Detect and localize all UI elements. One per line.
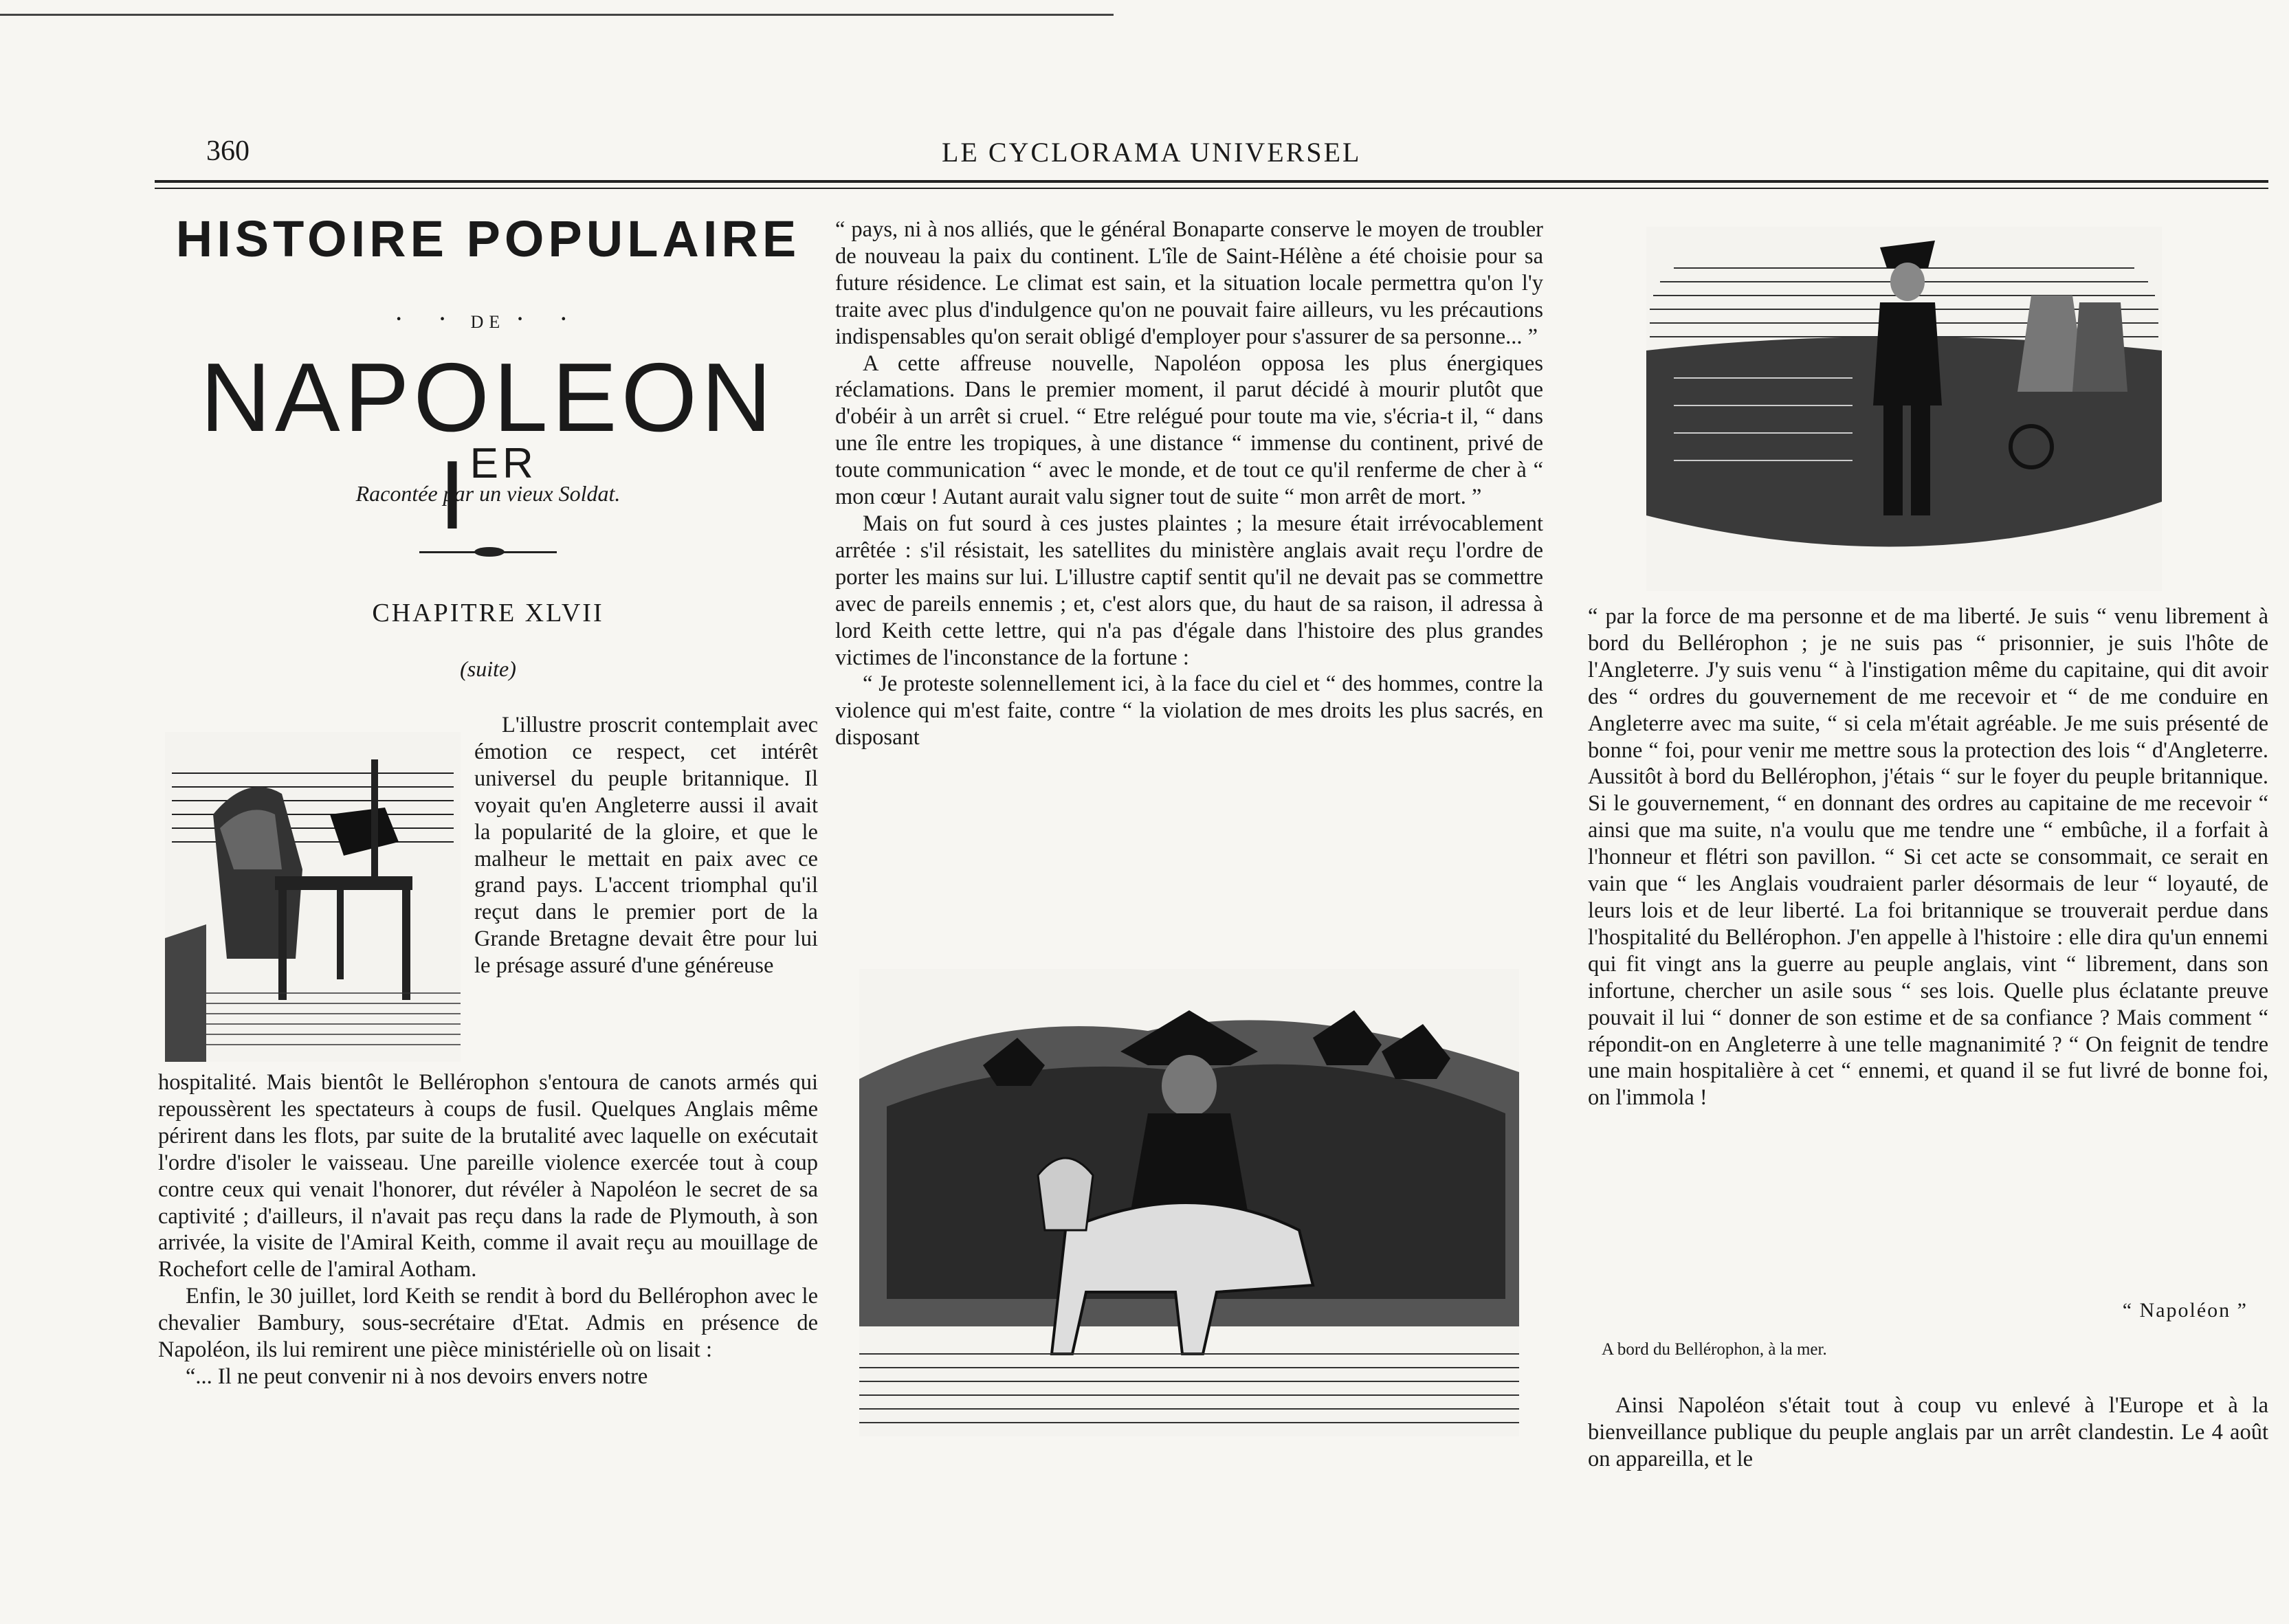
column2-paragraph-1: “ pays, ni à nos alliés, que le général Bonaparte conserve le moyen de troubler de nouveau la paix du continent. L'île de Saint-Hélène a été choisie pour sa future résidence. Le climat est sain, et la situation locale permettra qu'on l'y traite avec plus d'indulgence qu'on ne pouvait faire ailleurs, vu les précautions indispensables qu'on serait obligé d'employer pour s'assurer de sa personne... ” [835,217,1543,349]
column2-paragraph-4: “ Je proteste solennellement ici, à la face du ciel et “ des hommes, contre la violence qui m'est faite, contre “ la violation de mes droits les plus sacrés, en disposant [835,671,1543,750]
header-rule-thin [155,188,2268,189]
column3-paragraph-1: “ par la force de ma personne et de ma liberté. Je suis “ venu librement à bord du Bellérophon ; je ne suis pas “ prisonnier, je suis l'hôte de l'Angleterre. J'y suis venu “ à l'instigation même du capitaine, qui dit avoir des “ ordres du gouvernement de me recevoir et “ de me conduire en Angleterre avec ma suite, “ si cela m'était agréable. Je me suis présenté de bonne “ foi, pour venir me mettre sous la protection des lois “ d'Angleterre. Aussitôt à bord du Bellérophon, j'étais “ sur le foyer du peuple britannique. Si le gouvernement, “ en donnant des ordres au capitaine de me recevoir “ ainsi que ma suite, n'a voulu que me tendre une “ embûche, il a forfait à l'honneur et flétri son pavillon. “ Si cet acte se consommait, ce serait en vain que “ les Anglais voudraient parler désormais de leur “ loyauté, de leurs lois et de leur liberté. La foi britannique se trouverait perdue dans l'hospitalité du Bellérophon. J'en appelle à l'histoire : elle dira qu'un ennemi qui fit vingt ans la guerre au peuple anglais, vint “ librement, dans son infortune, chercher un asile sous “ ses lois. Quelle plus éclatante preuve pouvait il lui “ donner de son estime et de sa confiance ? Mais comment “ répondit-on en Angleterre à une telle magnanimité ? “ On feignit de tendre une main hospitalière à cet “ ennemi, et quand il se fut livré de bonne foi, on l'immola ! [1588,604,2268,1111]
column1-text [158,1069,818,1390]
figure-caption: A bord du Bellérophon, à la mer. [1602,1340,1827,1359]
column1-text-beside-figure [474,712,818,979]
column3-text [1588,603,2268,1111]
dots-left: · · [394,303,461,334]
column2-text [835,216,1543,751]
column3-closing-text [1588,1392,2268,1473]
ornament-dot [474,547,505,557]
byline: Racontée par un vieux Soldat. [355,481,621,506]
column1-paragraph-2: Enfin, le 30 juillet, lord Keith se rendit à bord du Bellérophon avec le chevalier Bambury, sous-secrétaire d'Etat. Admis en présence de Napoléon, ils lui remirent une pièce ministérielle où on lisait : [158,1284,818,1363]
dots-right: · · [515,303,582,334]
napoleon-name: NAPOLEON I [200,343,776,550]
page-number: 360 [206,135,250,167]
article-title-napoleon [158,343,818,550]
engraving-napoleon-on-deck-illustration [1646,227,2162,591]
engraving-chair-illustration [165,732,461,1062]
column2-paragraph-2: A cette affreuse nouvelle, Napoléon opposa les plus énergiques réclamations. Dans le premier moment, il parut décidé à mourir plutôt que d'obéir à un arrêt si cruel. “ Etre relégué pour toute ma vie, s'écria-t il, “ dans une île entre les tropiques, à une distance “ immense du continent, privé de toute communication “ avec le monde, et de tout ce qu'il renferme de cher à “ mon cœur ! Autant aurait valu signer tout de suite “ mon arrêt de mort. ” [835,351,1543,510]
column1-intro-paragraph: L'illustre proscrit contemplait avec émotion ce respect, cet intérêt universel du peuple britannique. Il voyait qu'en Angleterre aussi il avait la popularité de la gloire, et que le malheur le mettait en paix avec ce grand pays. L'accent triomphal qu'il reçut dans le premier port de la Grande Bretagne devait être pour lui le présage assuré d'une généreuse [474,713,818,979]
column1-paragraph-3: “... Il ne peut convenir ni à nos devoirs envers notre [186,1364,648,1389]
suite-label: (suite) [460,656,516,681]
running-title: LE CYCLORAMA UNIVERSEL [942,137,1362,168]
letter-signature: “ Napoléon ” [2122,1299,2248,1322]
article-title-line1: HISTOIRE POPULAIRE [175,210,801,267]
header-rule-thick [155,180,2268,183]
column2-paragraph-3: Mais on fut sourd à ces justes plaintes ; la mesure était irrévocablement arrêtée : s'il résistait, les satellites du ministère anglais avait reçu l'ordre de porter les mains sur lui. L'illustre captif sentit qu'il ne devait pas se commettre avec de pareils ennemis ; et, c'est alors que, du haut de sa raison, il adressa à lord Keith cette lettre, qui n'a pas d'égale dans l'histoire des plus grandes victimes de l'inconstance de la fortune : [835,511,1543,670]
column1-paragraph-1: hospitalité. Mais bientôt le Bellérophon s'entoura de canots armés qui repoussèrent les spectateurs à coups de fusil. Quelques Anglais même périrent dans les flots, par suite de la brutalité avec laquelle on exécutait l'ordre d'isoler le vaisseau. Une pareille violence exercée tout à coup contre ceux qui venait l'honorer, dut révéler à Napoléon le secret de sa captivité ; d'ailleurs, il n'avait pas reçu dans la rade de Plymouth, à son arrivée, la visite de l'Amiral Keith, comme il avait reçu au mouillage de Rochefort celle de l'amiral Aotham. [158,1070,818,1282]
article-title-de [158,302,818,335]
chapter-heading: CHAPITRE XLVII [372,599,604,627]
column3-paragraph-2: Ainsi Napoléon s'était tout à coup vu enlevé à l'Europe et à la bienveillance publique du peuple anglais par un arrêt clandestin. Le 4 août on appareilla, et le [1588,1393,2268,1471]
scan-edge-line [0,14,1114,16]
de-word: DE [470,312,506,332]
ordinal-sup: ER [469,440,538,487]
engraving-napoleon-cavalry-illustration [859,969,1519,1436]
